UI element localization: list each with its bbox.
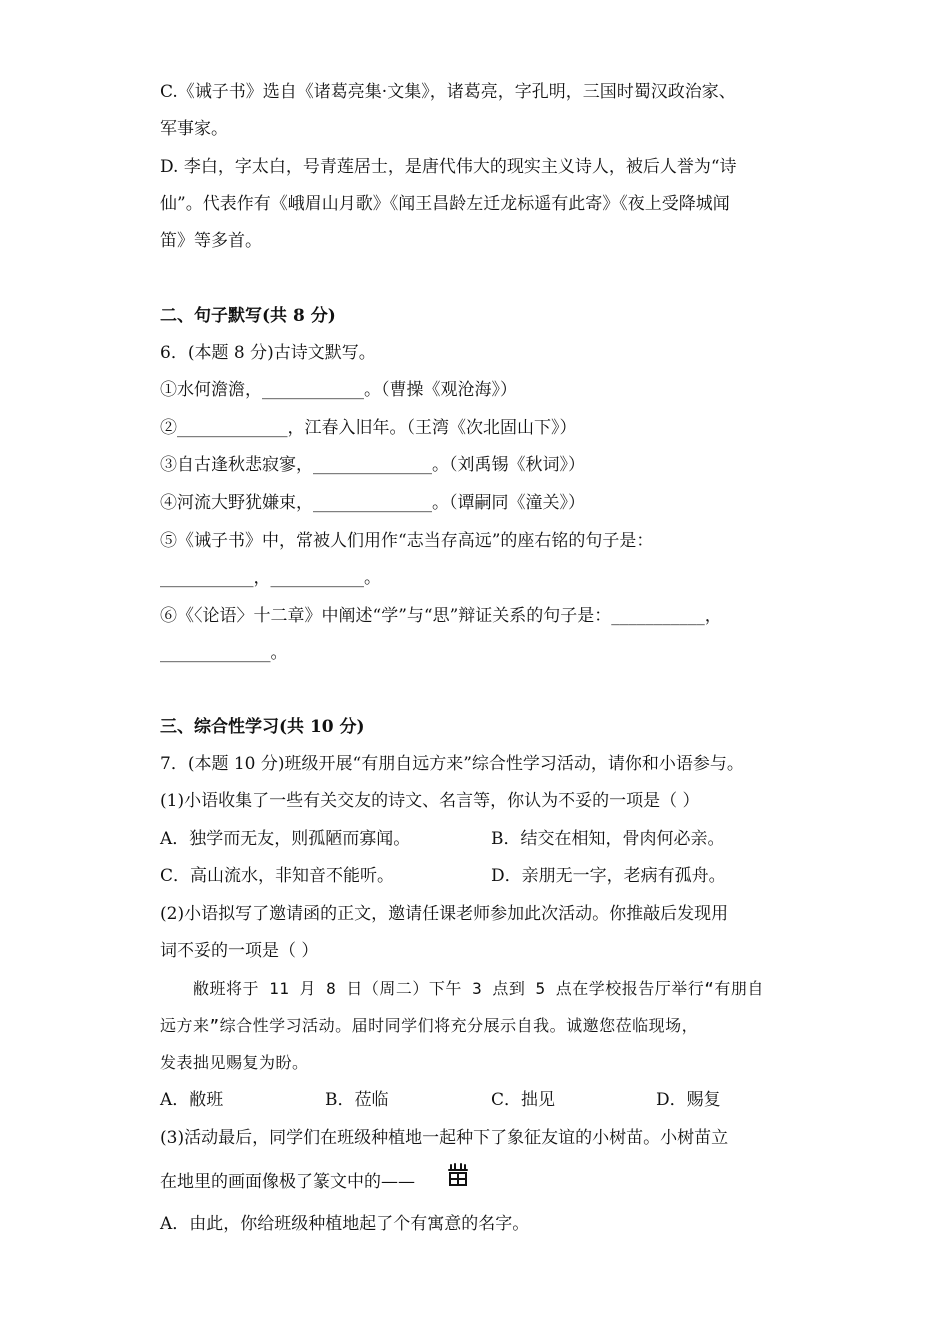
invitation-line-2: 远方来”综合性学习活动。届时同学们将充分展示自我。诚邀您莅临现场， <box>160 1016 699 1035</box>
recite-item-6: ⑥《〈论语〉十二章》中阐述“学”与“思”辩证关系的句子是：___________， <box>160 606 722 626</box>
option-c-line-2: 军事家。 <box>160 119 228 139</box>
option-c-line-1: C.《诫子书》选自《诸葛亮集·文集》，诸葛亮，字孔明，三国时蜀汉政治家、 <box>160 82 736 102</box>
question-7-3-line-3: A．由此，你给班级种植地起了个有寓意的名字。 <box>160 1214 530 1234</box>
q7-1-option-c: C．高山流水，非知音不能听。 <box>160 866 395 886</box>
q7-1-option-a: A．独学而无友，则孤陋而寡闻。 <box>160 829 411 849</box>
question-7-1: (1)小语收集了一些有关交友的诗文、名言等，你认为不妥的一项是（ ） <box>160 791 700 811</box>
q7-2-option-a: A．敝班 <box>160 1090 224 1110</box>
q7-2-option-d: D．赐复 <box>656 1090 721 1110</box>
option-d-line-1: D. 李白，字太白，号青莲居士，是唐代伟大的现实主义诗人，被后人誉为“诗 <box>160 157 737 177</box>
recite-item-5: ⑤《诫子书》中，常被人们用作“志当存高远”的座右铭的句子是： <box>160 531 654 551</box>
q7-1-option-b: B．结交在相知，骨肉何必亲。 <box>491 829 725 849</box>
recite-item-1: ①水何澹澹，____________。（曹操《观沧海》） <box>160 380 517 400</box>
option-d-line-3: 笛》等多首。 <box>160 231 262 251</box>
recite-item-5-blanks: ___________，___________。 <box>160 568 381 588</box>
invitation-line-1: 敝班将于 11 月 8 日（周二）下午 3 点到 5 点在学校报告厅举行“有朋自 <box>193 979 764 998</box>
question-7: 7．(本题 10 分)班级开展“有朋自远方来”综合性学习活动，请你和小语参与。 <box>160 754 744 774</box>
q7-2-option-b: B．莅临 <box>325 1090 389 1110</box>
q7-2-option-c: C．拙见 <box>491 1090 556 1110</box>
seal-script-character-icon <box>447 1163 469 1187</box>
invitation-line-3: 发表拙见赐复为盼。 <box>160 1053 309 1072</box>
section-3-heading: 三、综合性学习(共 10 分) <box>160 717 365 737</box>
question-7-2-line-2: 词不妥的一项是（ ） <box>160 941 319 961</box>
recite-item-6-blank: _____________。 <box>160 643 288 663</box>
question-6: 6．(本题 8 分)古诗文默写。 <box>160 343 376 363</box>
option-d-line-2: 仙”。代表作有《峨眉山月歌》《闻王昌龄左迁龙标遥有此寄》《夜上受降城闻 <box>160 194 730 214</box>
section-2-heading: 二、句子默写(共 8 分) <box>160 306 336 326</box>
question-7-2-line-1: (2)小语拟写了邀请函的正文，邀请任课老师参加此次活动。你推敲后发现用 <box>160 904 729 924</box>
recite-item-2: ②_____________，江春入旧年。（王湾《次北固山下》） <box>160 418 577 438</box>
question-7-3-line-1: (3)活动最后，同学们在班级种植地一起种下了象征友谊的小树苗。小树苗立 <box>160 1128 729 1148</box>
q7-1-option-d: D．亲朋无一字，老病有孤舟。 <box>491 866 726 886</box>
recite-item-4: ④河流大野犹嫌束，______________。（谭嗣同《潼关》） <box>160 493 585 513</box>
question-7-3-line-2: 在地里的画面像极了篆文中的—— <box>160 1172 415 1192</box>
recite-item-3: ③自古逢秋悲寂寥，______________。（刘禹锡《秋词》） <box>160 455 585 475</box>
